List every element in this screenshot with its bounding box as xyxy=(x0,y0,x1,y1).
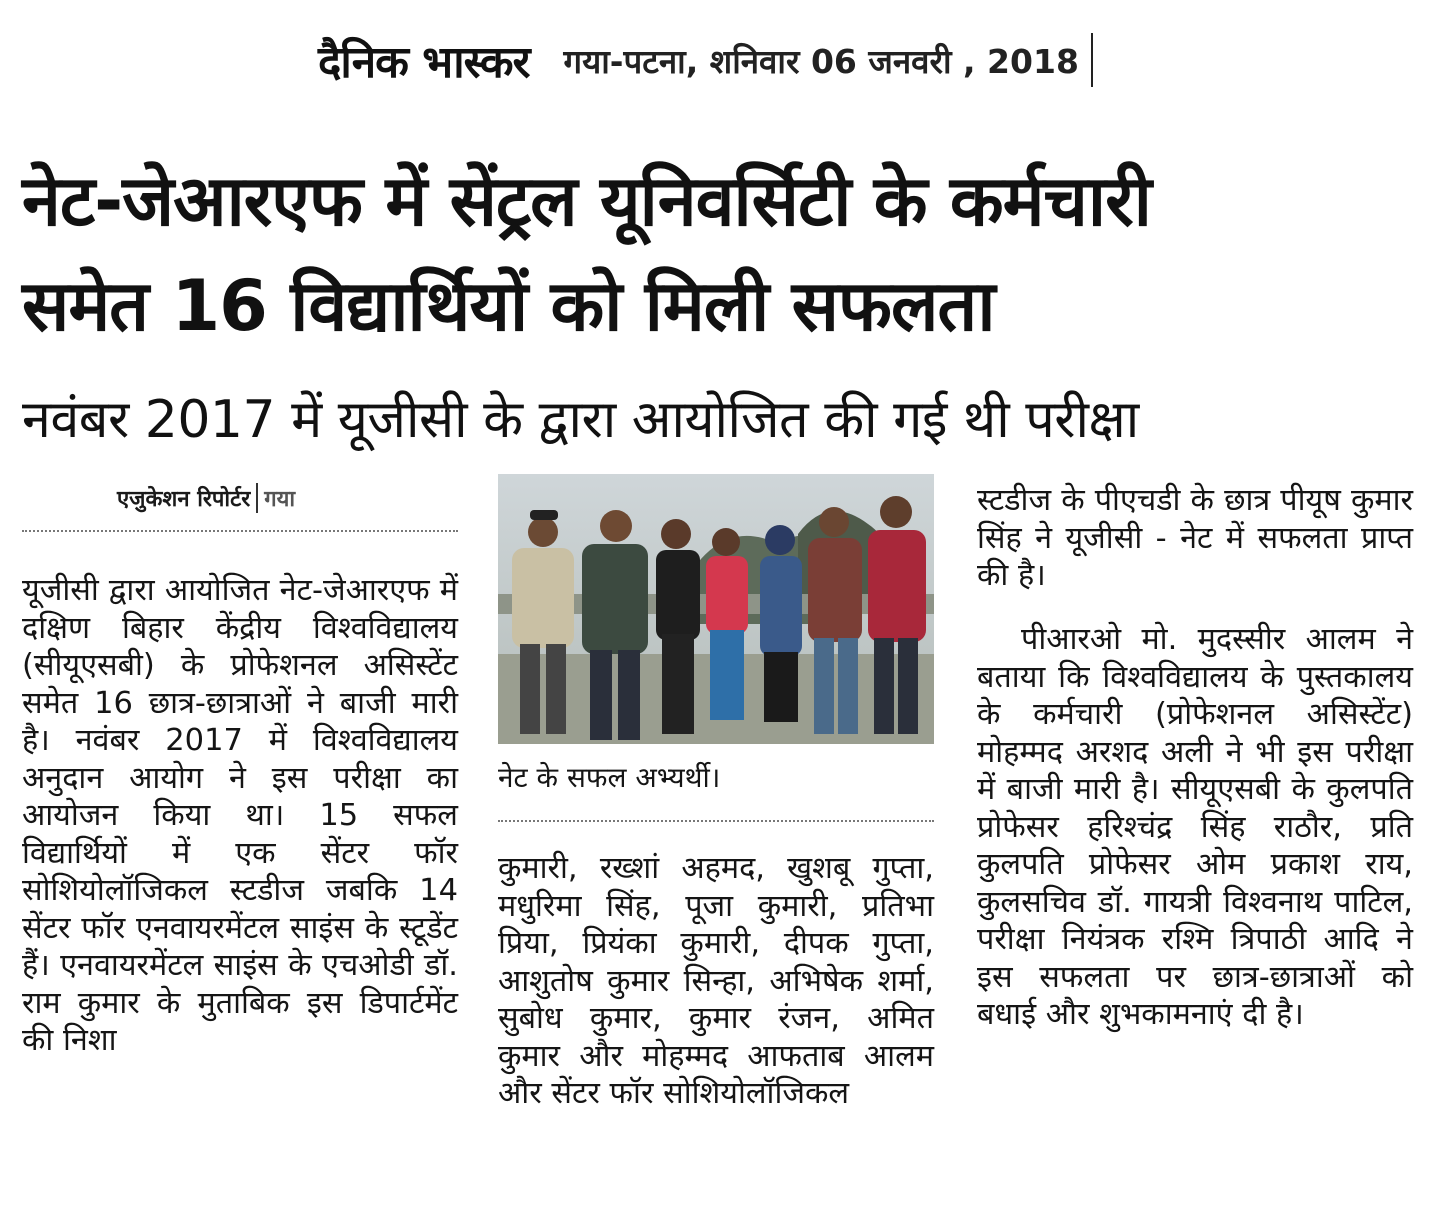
middle-column-dotted-rule xyxy=(498,820,934,822)
masthead-divider xyxy=(1091,33,1093,87)
newspaper-logo: दैनिक भास्कर xyxy=(318,37,530,88)
dateline: गया-पटना, शनिवार 06 जनवरी , 2018 xyxy=(563,41,1079,81)
byline-location: गया xyxy=(264,487,296,512)
article-body-left-column: यूजीसी द्वारा आयोजित नेट-जेआरएफ में दक्षिण बिहार केंद्रीय विश्वविद्यालय (सीयूएसबी) के प्रोफेशनल असिस्टेंट समेत 16 छात्र-छात्राओं ने बाजी मारी है। नवंबर 2017 में विश्वविद्यालय अनुदान आयोग ने इस परीक्षा का आयोजन किया था। 15 सफल विद्यार्थियों में एक सेंटर फॉर सोशियोलॉजिकल स्टडीज जबकि 14 सेंटर फॉर एनवायरमेंटल साइंस के स्टूडेंट हैं। एनवायरमेंटल साइंस के एचओडी डॉ. राम कुमार के मुताबिक इस डिपार्टमेंट की निशा xyxy=(22,573,459,1058)
group-photo-illustration xyxy=(498,474,934,744)
byline-reporter: एजुकेशन रिपोर्टर xyxy=(117,487,251,512)
byline xyxy=(117,483,295,513)
headline-line-1: नेट-जेआरएफ में सेंट्रल यूनिवर्सिटी के कर्मचारी xyxy=(22,160,1151,242)
article-body-middle-column: कुमारी, रख्शां अहमद, खुशबू गुप्ता, मधुरिमा सिंह, पूजा कुमारी, प्रतिभा प्रिया, प्रियंका कुमारी, दीपक गुप्ता, आशुतोष कुमार सिन्हा, अभिषेक शर्मा, सुबोध कुमार, कुमार रंजन, अमित कुमार और मोहम्मद आफताब आलम और सेंटर फॉर सोशियोलॉजिकल xyxy=(498,851,934,1111)
left-column-dotted-rule xyxy=(22,530,458,532)
person-3 xyxy=(656,519,700,734)
article-body-right-column-para-2: पीआरओ मो. मुदस्सीर आलम ने बताया कि विश्वविद्यालय के पुस्तकालय के कर्मचारी (प्रोफेशनल असिस्टेंट) मोहम्मद अरशद अली ने भी इस परीक्षा में बाजी मारी है। सीयूएसबी के कुलपति प्रोफेसर हरिश्चंद्र सिंह राठौर, प्रति कुलपति प्रोफेसर ओम प्रकाश राय, कुलसचिव डॉ. गायत्री विश्वनाथ पाटिल, परीक्षा नियंत्रक रश्मि त्रिपाठी आदि ने इस सफलता पर छात्र-छात्राओं को बधाई और शुभकामनाएं दी है। xyxy=(977,622,1413,1032)
news-photo xyxy=(498,474,934,744)
article-body-right-column-para-1: स्टडीज के पीएचडी के छात्र पीयूष कुमार सिंह ने यूजीसी - नेट में सफलता प्राप्त की है। xyxy=(977,483,1413,593)
photo-caption: नेट के सफल अभ्यर्थी। xyxy=(498,761,721,794)
masthead xyxy=(318,30,1093,90)
byline-divider xyxy=(256,483,258,513)
headline-line-2: समेत 16 विद्यार्थियों को मिली सफलता xyxy=(22,265,995,347)
subheadline: नवंबर 2017 में यूजीसी के द्वारा आयोजित की गई थी परीक्षा xyxy=(22,390,1139,450)
person-4 xyxy=(706,528,748,720)
